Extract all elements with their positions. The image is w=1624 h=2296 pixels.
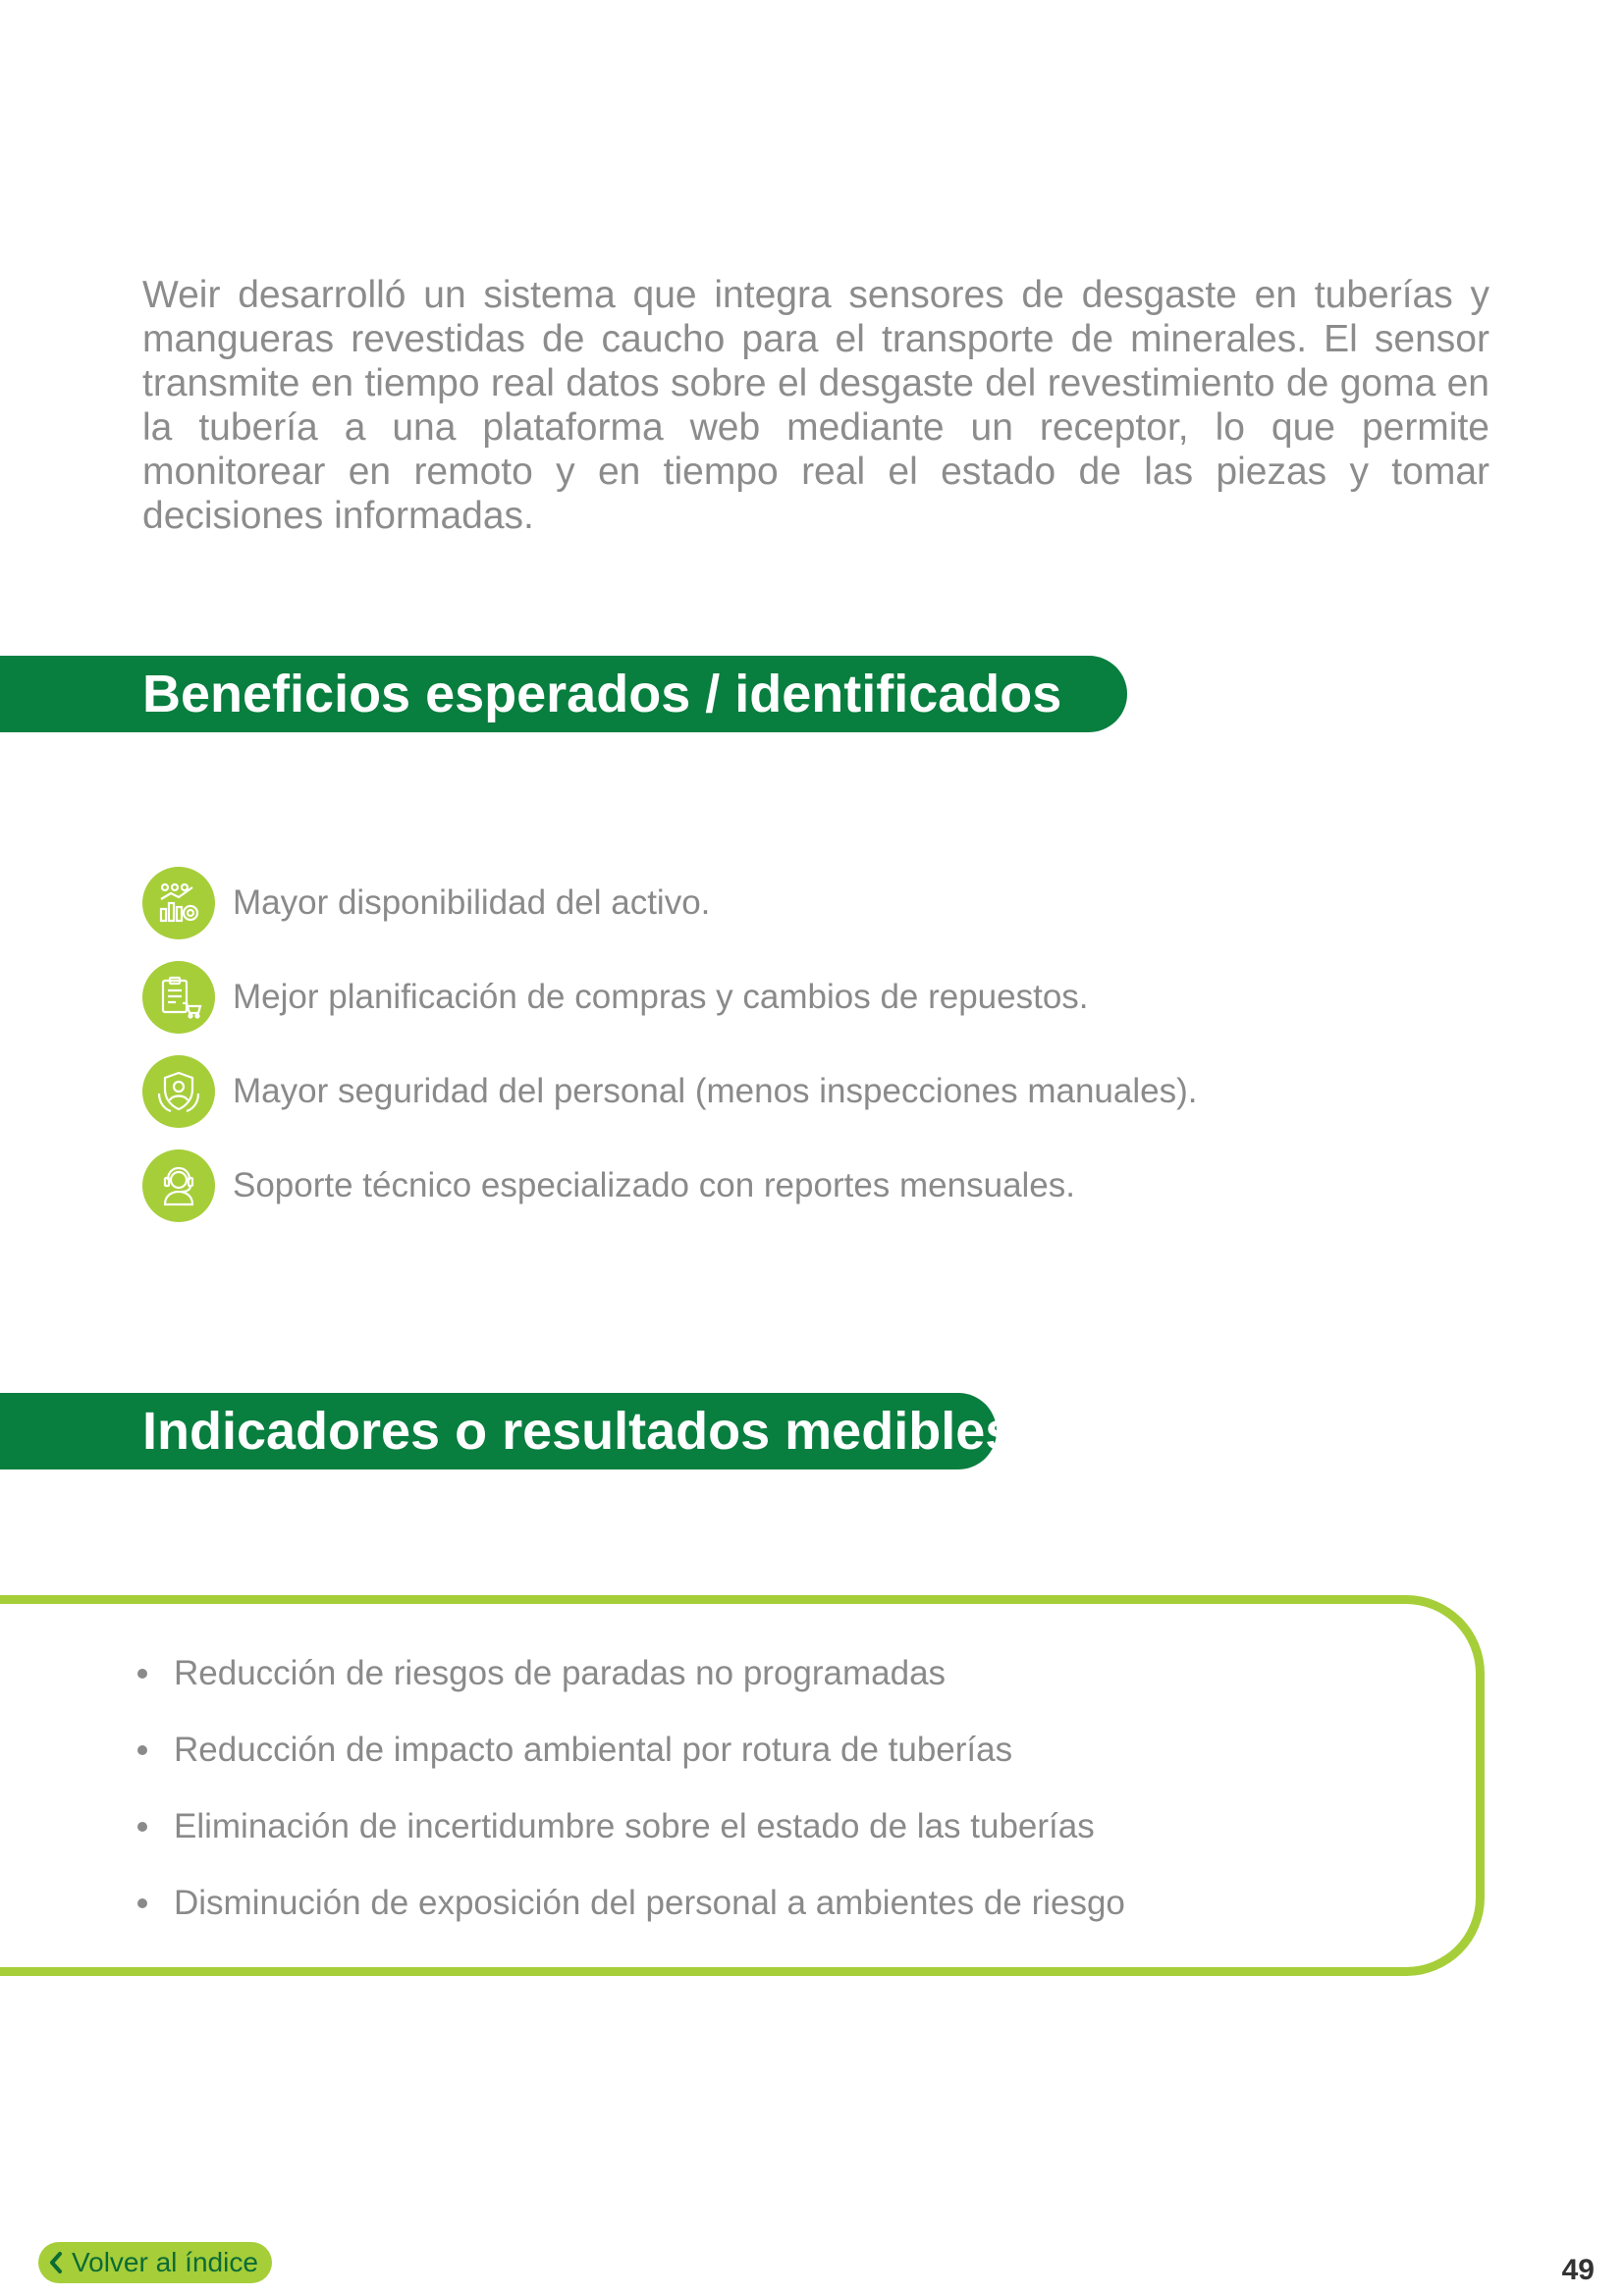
chevron-left-icon <box>48 2251 64 2274</box>
indicators-heading: Indicadores o resultados medibles <box>0 1393 997 1469</box>
bullet-icon <box>137 1745 147 1755</box>
bullet-icon <box>137 1898 147 1908</box>
page-number: 49 <box>1561 2254 1595 2286</box>
list-item <box>137 1789 1125 1865</box>
list-item <box>137 1865 1125 1942</box>
bullet-icon <box>137 1669 147 1679</box>
personnel-safety-icon <box>142 1055 215 1128</box>
benefit-item <box>142 950 1197 1044</box>
benefit-label: Soporte técnico especializado con reportes mensuales. <box>233 1166 1075 1204</box>
benefit-label: Mejor planificación de compras y cambios de repuestos. <box>233 978 1089 1016</box>
list-item <box>137 1635 1125 1712</box>
benefits-list <box>142 856 1197 1233</box>
benefit-label: Mayor seguridad del personal (menos inspecciones manuales). <box>233 1072 1198 1110</box>
benefit-item <box>142 1139 1197 1233</box>
benefit-label: Mayor disponibilidad del activo. <box>233 883 711 922</box>
benefit-item <box>142 856 1197 950</box>
technical-support-icon <box>142 1149 215 1222</box>
purchase-planning-icon <box>142 961 215 1034</box>
indicator-label: Disminución de exposición del personal a ambientes de riesgo <box>174 1884 1125 1922</box>
back-to-index-label: Volver al índice <box>72 2247 258 2277</box>
intro-paragraph: Weir desarrolló un sistema que integra sensores de desgaste en tuberías y mangueras revestidas de caucho para el transporte de minerales. El sensor transmite en tiempo real datos sobre el desgaste del revestimiento de goma en la tubería a una plataforma web mediante un receptor, lo que permite monitorear en remoto y en tiempo real el estado de las piezas y tomar decisiones informadas. <box>142 274 1489 537</box>
indicators-list <box>137 1635 1125 1942</box>
indicator-label: Eliminación de incertidumbre sobre el estado de las tuberías <box>174 1807 1095 1845</box>
indicator-label: Reducción de riesgos de paradas no programadas <box>174 1654 947 1692</box>
back-to-index-button[interactable] <box>38 2242 272 2283</box>
benefits-heading: Beneficios esperados / identificados <box>0 656 1127 732</box>
list-item <box>137 1712 1125 1789</box>
benefit-item <box>142 1044 1197 1139</box>
bullet-icon <box>137 1822 147 1832</box>
asset-availability-icon <box>142 867 215 939</box>
indicator-label: Reducción de impacto ambiental por rotura de tuberías <box>174 1731 1013 1769</box>
